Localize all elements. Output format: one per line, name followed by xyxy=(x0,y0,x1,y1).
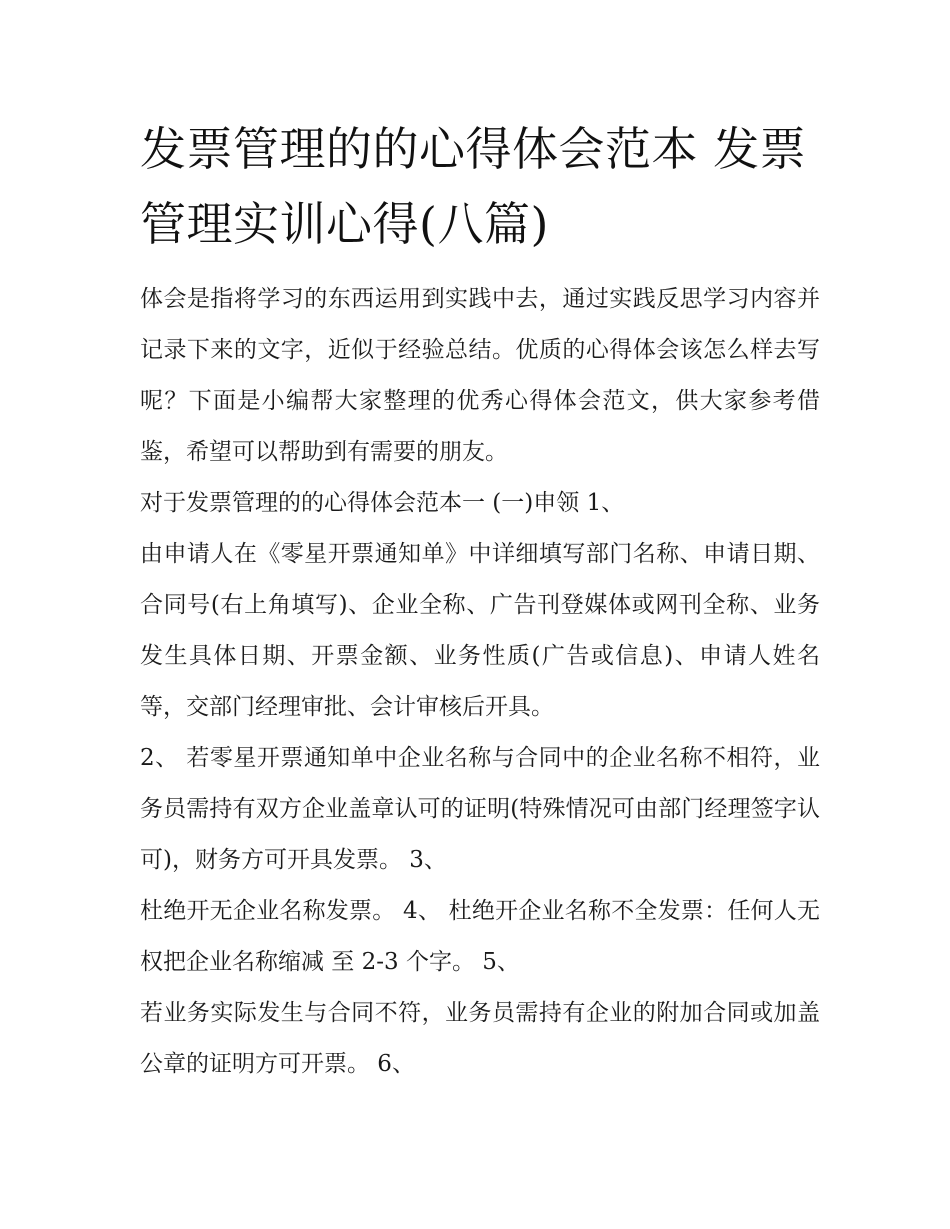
document-title: 发票管理的的心得体会范本 发票管理实训心得(八篇) xyxy=(140,122,807,251)
body-paragraph: 杜绝开无企业名称发票。 4、 杜绝开企业名称不全发票：任何人无权把企业名称缩减 至 2-3 个字。 5、 xyxy=(140,898,820,975)
document-content xyxy=(140,112,820,1090)
body-paragraph: 若业务实际发生与合同不符，业务员需持有企业的附加合同或加盖公章的证明方可开票。 6、 xyxy=(140,1000,820,1077)
intro-paragraph: 体会是指将学习的东西运用到实践中去，通过实践反思学习内容并记录下来的文字，近似于经验总结。优质的心得体会该怎么样去写呢？下面是小编帮大家整理的优秀心得体会范文，供大家参考借鉴，希望可以帮助到有需要的朋友。 xyxy=(140,286,820,465)
document-body xyxy=(140,274,820,1090)
section-heading-paragraph: 对于发票管理的的心得体会范本一 (一)申领 1、 xyxy=(140,490,625,516)
body-paragraph: 2、 若零星开票通知单中企业名称与合同中的企业名称不相符，业务员需持有双方企业盖章认可的证明(特殊情况可由部门经理签字认可)，财务方可开具发票。 3、 xyxy=(140,745,820,873)
body-paragraph: 由申请人在《零星开票通知单》中详细填写部门名称、申请日期、合同号(右上角填写)、企业全称、广告刊登媒体或网刊全称、业务发生具体日期、开票金额、业务性质(广告或信息)、申请人姓名等，交部门经理审批、会计审核后开具。 xyxy=(140,541,820,720)
